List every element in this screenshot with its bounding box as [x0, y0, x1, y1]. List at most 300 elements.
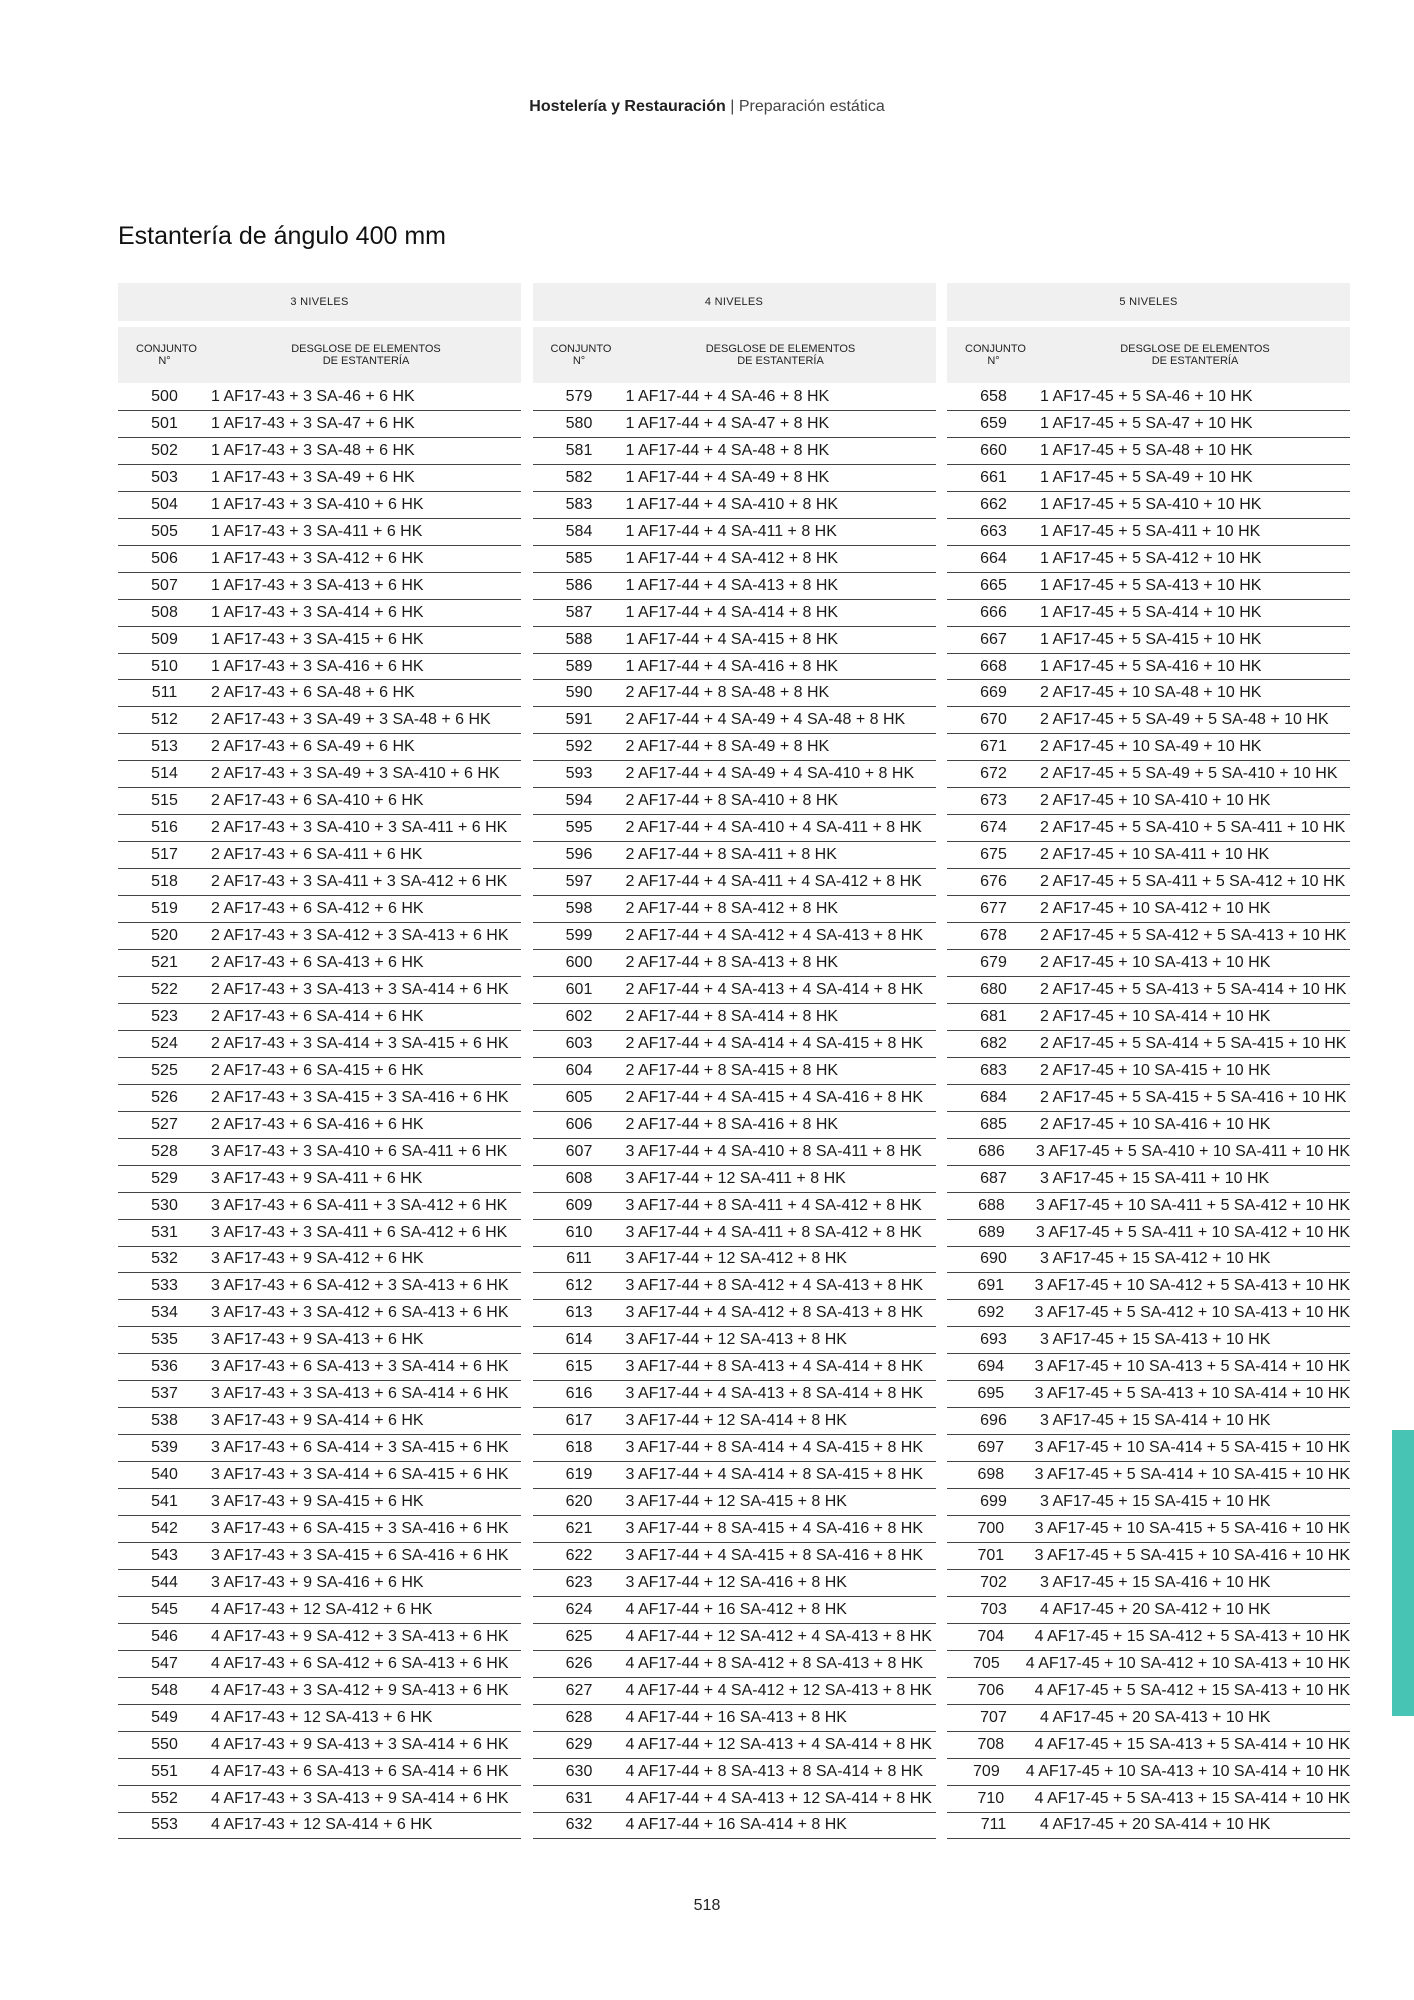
level-header: 4 NIVELES: [533, 283, 936, 321]
set-number: 677: [980, 900, 1007, 918]
table-block: [947, 283, 1350, 1839]
table-row: [533, 492, 936, 519]
set-number: 608: [565, 1169, 593, 1187]
column-header-desglose: DESGLOSE DE ELEMENTOS DE ESTANTERÍA: [291, 343, 441, 367]
set-breakdown: 2 AF17-45 + 10 SA-416 + 10 HK: [1040, 1115, 1271, 1133]
set-breakdown: 2 AF17-44 + 8 SA-411 + 8 HK: [625, 846, 837, 864]
set-number: 689: [978, 1223, 1005, 1241]
table-row: [533, 627, 936, 654]
set-number: 623: [565, 1573, 593, 1591]
set-breakdown: 3 AF17-43 + 9 SA-413 + 6 HK: [211, 1331, 424, 1349]
table-row: [947, 707, 1350, 734]
set-number: 683: [980, 1061, 1007, 1079]
set-number: 511: [151, 684, 178, 702]
table-row: [118, 1489, 521, 1516]
set-number: 598: [565, 900, 593, 918]
set-breakdown: 3 AF17-43 + 6 SA-412 + 3 SA-413 + 6 HK: [211, 1277, 509, 1295]
table-row: [533, 1354, 936, 1381]
set-breakdown: 4 AF17-44 + 8 SA-412 + 8 SA-413 + 8 HK: [625, 1654, 924, 1672]
table-row: [118, 869, 521, 896]
set-number: 517: [151, 846, 178, 864]
set-number: 549: [151, 1708, 178, 1726]
set-number: 584: [565, 522, 593, 540]
set-number: 516: [151, 819, 178, 837]
set-number: 537: [151, 1385, 178, 1403]
set-breakdown: 1 AF17-45 + 5 SA-416 + 10 HK: [1040, 657, 1262, 675]
set-breakdown: 2 AF17-43 + 6 SA-410 + 6 HK: [211, 792, 424, 810]
set-breakdown: 2 AF17-43 + 3 SA-411 + 3 SA-412 + 6 HK: [211, 873, 508, 891]
set-breakdown: 4 AF17-44 + 4 SA-412 + 12 SA-413 + 8 HK: [625, 1681, 932, 1699]
set-number: 596: [565, 846, 593, 864]
set-breakdown: 3 AF17-43 + 9 SA-414 + 6 HK: [211, 1412, 424, 1430]
set-breakdown: 4 AF17-44 + 8 SA-413 + 8 SA-414 + 8 HK: [625, 1762, 924, 1780]
set-breakdown: 3 AF17-43 + 3 SA-414 + 6 SA-415 + 6 HK: [211, 1466, 509, 1484]
set-breakdown: 1 AF17-44 + 4 SA-47 + 8 HK: [625, 414, 830, 432]
set-number: 701: [977, 1546, 1005, 1564]
table-row: [118, 842, 521, 869]
table-row: [118, 734, 521, 761]
set-breakdown: 4 AF17-45 + 15 SA-412 + 5 SA-413 + 10 HK: [1034, 1627, 1350, 1645]
set-number: 708: [977, 1735, 1005, 1753]
set-breakdown: 4 AF17-45 + 15 SA-413 + 5 SA-414 + 10 HK: [1034, 1735, 1350, 1753]
set-breakdown: 3 AF17-43 + 6 SA-414 + 3 SA-415 + 6 HK: [211, 1439, 509, 1457]
set-breakdown: 3 AF17-44 + 4 SA-413 + 8 SA-414 + 8 HK: [625, 1385, 924, 1403]
set-breakdown: 1 AF17-43 + 3 SA-46 + 6 HK: [211, 387, 415, 405]
set-breakdown: 2 AF17-43 + 3 SA-415 + 3 SA-416 + 6 HK: [211, 1088, 509, 1106]
table-row: [118, 1651, 521, 1678]
set-breakdown: 3 AF17-44 + 12 SA-415 + 8 HK: [625, 1493, 847, 1511]
set-number: 688: [978, 1196, 1005, 1214]
set-breakdown: 3 AF17-45 + 15 SA-416 + 10 HK: [1040, 1573, 1271, 1591]
table-row: [947, 680, 1350, 707]
set-number: 614: [565, 1331, 593, 1349]
table-row: [118, 627, 521, 654]
running-header: [0, 98, 1414, 116]
set-number: 513: [151, 738, 178, 756]
set-number: 658: [980, 387, 1007, 405]
table-row: [947, 1327, 1350, 1354]
set-number: 700: [977, 1520, 1005, 1537]
table-row: [947, 1732, 1350, 1759]
table-row: [947, 1220, 1350, 1247]
table-row: [118, 1193, 521, 1220]
table-row: [533, 573, 936, 600]
table-row: [947, 1516, 1350, 1543]
set-number: 602: [565, 1007, 593, 1025]
table-row: [533, 1786, 936, 1813]
set-number: 528: [151, 1142, 178, 1160]
set-number: 530: [151, 1196, 178, 1214]
table-row: [947, 761, 1350, 788]
table-row: [947, 438, 1350, 465]
set-breakdown: 2 AF17-44 + 8 SA-413 + 8 HK: [625, 953, 839, 971]
set-number: 697: [977, 1439, 1005, 1457]
set-breakdown: 2 AF17-44 + 8 SA-49 + 8 HK: [625, 738, 830, 756]
set-number: 544: [151, 1573, 178, 1591]
set-number: 600: [565, 953, 593, 971]
set-number: 547: [151, 1654, 178, 1672]
table-row: [533, 869, 936, 896]
set-breakdown: 4 AF17-45 + 5 SA-413 + 15 SA-414 + 10 HK: [1034, 1789, 1350, 1807]
set-breakdown: 2 AF17-43 + 6 SA-48 + 6 HK: [211, 684, 415, 702]
table-row: [118, 1435, 521, 1462]
section-side-tab: [1392, 1430, 1414, 1716]
set-number: 587: [565, 603, 593, 621]
set-number: 673: [980, 792, 1007, 810]
set-breakdown: 1 AF17-44 + 4 SA-414 + 8 HK: [625, 603, 839, 621]
set-number: 531: [151, 1223, 178, 1241]
table-row: [118, 707, 521, 734]
set-number: 703: [980, 1600, 1007, 1618]
table-row: [533, 1462, 936, 1489]
table-row: [947, 1462, 1350, 1489]
set-breakdown: 2 AF17-44 + 4 SA-412 + 4 SA-413 + 8 HK: [625, 927, 924, 945]
set-breakdown: 3 AF17-43 + 9 SA-416 + 6 HK: [211, 1573, 424, 1591]
set-breakdown: 3 AF17-45 + 15 SA-411 + 10 HK: [1040, 1169, 1270, 1187]
table-row: [118, 438, 521, 465]
set-number: 667: [980, 630, 1007, 648]
set-number: 672: [980, 765, 1007, 783]
set-breakdown: 1 AF17-43 + 3 SA-49 + 6 HK: [211, 468, 415, 486]
table-row: [118, 1462, 521, 1489]
set-breakdown: 4 AF17-44 + 4 SA-413 + 12 SA-414 + 8 HK: [625, 1789, 932, 1807]
set-breakdown: 3 AF17-44 + 4 SA-412 + 8 SA-413 + 8 HK: [625, 1304, 924, 1322]
set-breakdown: 1 AF17-45 + 5 SA-46 + 10 HK: [1040, 387, 1253, 405]
table-row: [947, 1166, 1350, 1193]
set-breakdown: 1 AF17-45 + 5 SA-411 + 10 HK: [1040, 522, 1261, 540]
table-row: [118, 519, 521, 546]
table-row: [533, 1273, 936, 1300]
table-row: [118, 411, 521, 438]
table-row: [118, 465, 521, 492]
table-row: [947, 842, 1350, 869]
table-body: [118, 384, 521, 1839]
set-number: 550: [151, 1735, 178, 1753]
set-breakdown: 4 AF17-44 + 16 SA-412 + 8 HK: [625, 1600, 847, 1618]
set-breakdown: 4 AF17-43 + 12 SA-414 + 6 HK: [211, 1816, 433, 1834]
table-row: [947, 1381, 1350, 1408]
table-row: [533, 1732, 936, 1759]
set-breakdown: 1 AF17-45 + 5 SA-48 + 10 HK: [1040, 441, 1253, 459]
set-breakdown: 3 AF17-43 + 3 SA-410 + 6 SA-411 + 6 HK: [211, 1142, 508, 1160]
set-breakdown: 2 AF17-44 + 4 SA-410 + 4 SA-411 + 8 HK: [625, 819, 922, 837]
set-breakdown: 1 AF17-45 + 5 SA-415 + 10 HK: [1040, 630, 1262, 648]
set-breakdown: 2 AF17-43 + 6 SA-411 + 6 HK: [211, 846, 423, 864]
table-row: [947, 465, 1350, 492]
set-number: 506: [151, 549, 178, 567]
table-row: [533, 1678, 936, 1705]
table-row: [118, 977, 521, 1004]
set-number: 583: [565, 495, 593, 513]
table-row: [533, 788, 936, 815]
set-breakdown: 2 AF17-45 + 5 SA-413 + 5 SA-414 + 10 HK: [1040, 980, 1347, 998]
set-number: 692: [977, 1304, 1005, 1322]
set-breakdown: 3 AF17-45 + 5 SA-410 + 10 SA-411 + 10 HK: [1035, 1142, 1350, 1160]
set-number: 699: [980, 1493, 1007, 1511]
table-row: [947, 1543, 1350, 1570]
set-breakdown: 2 AF17-45 + 10 SA-412 + 10 HK: [1040, 900, 1271, 918]
set-breakdown: 3 AF17-44 + 12 SA-414 + 8 HK: [625, 1412, 847, 1430]
set-number: 615: [565, 1358, 593, 1376]
set-number: 702: [980, 1573, 1007, 1591]
header-section: Hostelería y Restauración: [529, 98, 726, 115]
set-breakdown: 3 AF17-45 + 5 SA-413 + 10 SA-414 + 10 HK: [1034, 1385, 1350, 1403]
set-breakdown: 4 AF17-43 + 12 SA-412 + 6 HK: [211, 1600, 433, 1618]
set-number: 512: [151, 711, 178, 729]
set-breakdown: 3 AF17-44 + 12 SA-416 + 8 HK: [625, 1573, 847, 1591]
set-breakdown: 1 AF17-45 + 5 SA-412 + 10 HK: [1040, 549, 1262, 567]
table-row: [947, 654, 1350, 681]
set-breakdown: 2 AF17-44 + 4 SA-49 + 4 SA-48 + 8 HK: [625, 711, 906, 729]
table-row: [947, 1786, 1350, 1813]
set-number: 659: [980, 414, 1007, 432]
page-number: 518: [693, 1897, 721, 1914]
table-row: [118, 1004, 521, 1031]
set-number: 585: [565, 549, 593, 567]
set-number: 709: [973, 1762, 1000, 1780]
set-breakdown: 1 AF17-44 + 4 SA-411 + 8 HK: [625, 522, 837, 540]
set-number: 553: [151, 1816, 178, 1834]
set-breakdown: 2 AF17-45 + 5 SA-415 + 5 SA-416 + 10 HK: [1040, 1088, 1347, 1106]
set-number: 502: [151, 441, 178, 459]
set-breakdown: 3 AF17-45 + 5 SA-414 + 10 SA-415 + 10 HK: [1034, 1466, 1350, 1484]
set-breakdown: 2 AF17-44 + 4 SA-413 + 4 SA-414 + 8 HK: [625, 980, 924, 998]
table-row: [533, 1624, 936, 1651]
table-row: [118, 680, 521, 707]
table-row: [118, 1678, 521, 1705]
set-number: 520: [151, 927, 178, 945]
set-breakdown: 2 AF17-45 + 5 SA-410 + 5 SA-411 + 10 HK: [1040, 819, 1346, 837]
set-breakdown: 2 AF17-44 + 4 SA-414 + 4 SA-415 + 8 HK: [625, 1034, 924, 1052]
level-header: 5 NIVELES: [947, 283, 1350, 321]
column-header-desglose: DESGLOSE DE ELEMENTOS DE ESTANTERÍA: [705, 343, 856, 367]
set-breakdown: 3 AF17-43 + 3 SA-411 + 6 SA-412 + 6 HK: [211, 1223, 508, 1241]
set-breakdown: 2 AF17-43 + 3 SA-49 + 3 SA-48 + 6 HK: [211, 711, 491, 729]
table-row: [533, 411, 936, 438]
header-separator: |: [730, 98, 735, 115]
set-number: 612: [565, 1277, 593, 1295]
set-breakdown: 3 AF17-44 + 4 SA-411 + 8 SA-412 + 8 HK: [625, 1223, 922, 1241]
set-breakdown: 1 AF17-44 + 4 SA-413 + 8 HK: [625, 576, 839, 594]
set-breakdown: 2 AF17-44 + 8 SA-415 + 8 HK: [625, 1061, 839, 1079]
set-breakdown: 4 AF17-43 + 3 SA-413 + 9 SA-414 + 6 HK: [211, 1789, 509, 1807]
set-breakdown: 3 AF17-43 + 9 SA-415 + 6 HK: [211, 1493, 424, 1511]
set-breakdown: 1 AF17-43 + 3 SA-416 + 6 HK: [211, 657, 424, 675]
set-breakdown: 4 AF17-43 + 9 SA-413 + 3 SA-414 + 6 HK: [211, 1735, 509, 1753]
set-breakdown: 4 AF17-43 + 6 SA-413 + 6 SA-414 + 6 HK: [211, 1762, 509, 1780]
set-breakdown: 4 AF17-44 + 12 SA-412 + 4 SA-413 + 8 HK: [625, 1627, 932, 1645]
set-breakdown: 3 AF17-44 + 8 SA-414 + 4 SA-415 + 8 HK: [625, 1439, 924, 1457]
table-row: [118, 761, 521, 788]
set-breakdown: 4 AF17-45 + 20 SA-412 + 10 HK: [1040, 1600, 1271, 1618]
table-row: [947, 1300, 1350, 1327]
table-row: [947, 1031, 1350, 1058]
column-header-conjunto: CONJUNTO N°: [965, 343, 1026, 367]
set-number: 660: [980, 441, 1007, 459]
set-number: 505: [151, 522, 178, 540]
set-number: 624: [565, 1600, 593, 1618]
table-row: [533, 1031, 936, 1058]
set-breakdown: 3 AF17-44 + 8 SA-413 + 4 SA-414 + 8 HK: [625, 1358, 924, 1376]
table-row: [118, 600, 521, 627]
column-header-desglose: DESGLOSE DE ELEMENTOS DE ESTANTERÍA: [1120, 343, 1270, 367]
table-row: [118, 546, 521, 573]
set-number: 664: [980, 549, 1007, 567]
table-row: [118, 1570, 521, 1597]
table-row: [118, 1813, 521, 1840]
set-breakdown: 2 AF17-43 + 3 SA-414 + 3 SA-415 + 6 HK: [211, 1034, 509, 1052]
set-number: 545: [151, 1600, 178, 1618]
set-number: 510: [151, 657, 178, 675]
table-row: [118, 1624, 521, 1651]
shelving-tables: [118, 283, 1350, 1839]
set-number: 538: [151, 1412, 178, 1430]
set-breakdown: 2 AF17-43 + 6 SA-416 + 6 HK: [211, 1115, 424, 1133]
set-breakdown: 2 AF17-44 + 8 SA-414 + 8 HK: [625, 1007, 839, 1025]
column-header-conjunto: CONJUNTO N°: [136, 343, 197, 367]
table-row: [118, 1085, 521, 1112]
column-header-row: [533, 327, 936, 383]
set-number: 620: [565, 1493, 593, 1511]
set-breakdown: 2 AF17-45 + 5 SA-411 + 5 SA-412 + 10 HK: [1040, 873, 1346, 891]
table-row: [947, 788, 1350, 815]
set-breakdown: 3 AF17-45 + 10 SA-415 + 5 SA-416 + 10 HK: [1034, 1520, 1350, 1537]
set-breakdown: 2 AF17-45 + 10 SA-49 + 10 HK: [1040, 738, 1262, 756]
set-breakdown: 4 AF17-45 + 20 SA-414 + 10 HK: [1040, 1816, 1271, 1834]
table-row: [947, 384, 1350, 411]
set-breakdown: 2 AF17-43 + 6 SA-414 + 6 HK: [211, 1007, 424, 1025]
set-number: 591: [565, 711, 593, 729]
set-number: 519: [151, 900, 178, 918]
table-row: [118, 788, 521, 815]
set-number: 515: [151, 792, 178, 810]
set-number: 682: [980, 1034, 1007, 1052]
set-number: 522: [151, 980, 178, 998]
table-row: [118, 1543, 521, 1570]
set-breakdown: 1 AF17-45 + 5 SA-414 + 10 HK: [1040, 603, 1262, 621]
set-breakdown: 3 AF17-44 + 4 SA-415 + 8 SA-416 + 8 HK: [625, 1546, 924, 1564]
set-breakdown: 2 AF17-45 + 5 SA-414 + 5 SA-415 + 10 HK: [1040, 1034, 1347, 1052]
set-number: 707: [980, 1708, 1007, 1726]
set-number: 710: [977, 1789, 1005, 1807]
table-row: [533, 1381, 936, 1408]
set-breakdown: 2 AF17-45 + 10 SA-48 + 10 HK: [1040, 684, 1262, 702]
table-row: [947, 627, 1350, 654]
set-number: 532: [151, 1250, 178, 1268]
set-breakdown: 4 AF17-44 + 12 SA-413 + 4 SA-414 + 8 HK: [625, 1735, 932, 1753]
table-row: [118, 1327, 521, 1354]
set-number: 595: [565, 819, 593, 837]
set-number: 504: [151, 495, 178, 513]
table-row: [947, 1058, 1350, 1085]
set-number: 618: [565, 1439, 593, 1457]
set-number: 581: [565, 441, 593, 459]
set-number: 523: [151, 1007, 178, 1025]
table-row: [947, 1624, 1350, 1651]
set-breakdown: 3 AF17-45 + 10 SA-413 + 5 SA-414 + 10 HK: [1034, 1358, 1350, 1376]
set-number: 527: [151, 1115, 178, 1133]
table-row: [947, 1354, 1350, 1381]
set-breakdown: 4 AF17-44 + 16 SA-414 + 8 HK: [625, 1816, 847, 1834]
set-number: 503: [151, 468, 178, 486]
set-number: 613: [565, 1304, 593, 1322]
table-row: [533, 896, 936, 923]
table-row: [947, 1489, 1350, 1516]
table-row: [118, 1273, 521, 1300]
table-row: [947, 1139, 1350, 1166]
table-row: [118, 384, 521, 411]
table-row: [533, 1085, 936, 1112]
table-row: [118, 1786, 521, 1813]
set-number: 604: [565, 1061, 593, 1079]
table-row: [533, 1300, 936, 1327]
set-number: 607: [565, 1142, 593, 1160]
table-row: [118, 923, 521, 950]
table-row: [533, 1705, 936, 1732]
set-number: 691: [977, 1277, 1005, 1295]
set-breakdown: 1 AF17-44 + 4 SA-412 + 8 HK: [625, 549, 839, 567]
set-number: 579: [565, 387, 593, 405]
table-row: [533, 519, 936, 546]
set-breakdown: 1 AF17-43 + 3 SA-48 + 6 HK: [211, 441, 415, 459]
set-breakdown: 3 AF17-43 + 3 SA-415 + 6 SA-416 + 6 HK: [211, 1546, 509, 1564]
set-breakdown: 2 AF17-43 + 6 SA-49 + 6 HK: [211, 738, 415, 756]
table-row: [947, 1004, 1350, 1031]
table-row: [533, 1408, 936, 1435]
set-number: 534: [151, 1304, 178, 1322]
set-breakdown: 3 AF17-44 + 12 SA-413 + 8 HK: [625, 1331, 847, 1349]
set-number: 509: [151, 630, 178, 648]
table-row: [118, 1112, 521, 1139]
set-number: 671: [980, 738, 1007, 756]
set-number: 500: [151, 387, 178, 405]
table-row: [118, 896, 521, 923]
set-breakdown: 1 AF17-44 + 4 SA-46 + 8 HK: [625, 387, 830, 405]
set-breakdown: 3 AF17-43 + 6 SA-413 + 3 SA-414 + 6 HK: [211, 1358, 509, 1376]
set-breakdown: 4 AF17-43 + 12 SA-413 + 6 HK: [211, 1708, 433, 1726]
set-breakdown: 1 AF17-43 + 3 SA-412 + 6 HK: [211, 549, 424, 567]
set-number: 609: [565, 1196, 593, 1214]
table-row: [533, 1543, 936, 1570]
set-number: 603: [565, 1034, 593, 1052]
table-row: [533, 734, 936, 761]
set-number: 679: [980, 953, 1007, 971]
set-breakdown: 3 AF17-43 + 9 SA-411 + 6 HK: [211, 1169, 423, 1187]
set-breakdown: 2 AF17-45 + 5 SA-49 + 5 SA-410 + 10 HK: [1040, 765, 1338, 783]
table-row: [118, 1300, 521, 1327]
table-row: [118, 950, 521, 977]
table-row: [118, 1354, 521, 1381]
set-breakdown: 1 AF17-43 + 3 SA-411 + 6 HK: [211, 522, 423, 540]
table-row: [533, 1139, 936, 1166]
set-breakdown: 1 AF17-45 + 5 SA-47 + 10 HK: [1040, 414, 1253, 432]
set-breakdown: 3 AF17-43 + 6 SA-411 + 3 SA-412 + 6 HK: [211, 1196, 508, 1214]
set-number: 588: [565, 630, 593, 648]
table-row: [533, 546, 936, 573]
set-breakdown: 3 AF17-45 + 10 SA-414 + 5 SA-415 + 10 HK: [1034, 1439, 1350, 1457]
set-breakdown: 1 AF17-44 + 4 SA-410 + 8 HK: [625, 495, 839, 513]
table-row: [533, 1435, 936, 1462]
set-number: 694: [977, 1358, 1005, 1376]
table-row: [533, 1112, 936, 1139]
table-row: [533, 1651, 936, 1678]
set-number: 507: [151, 576, 178, 594]
column-header-row: [118, 327, 521, 383]
set-number: 632: [565, 1816, 593, 1834]
set-number: 669: [980, 684, 1007, 702]
set-number: 592: [565, 738, 593, 756]
table-row: [947, 923, 1350, 950]
